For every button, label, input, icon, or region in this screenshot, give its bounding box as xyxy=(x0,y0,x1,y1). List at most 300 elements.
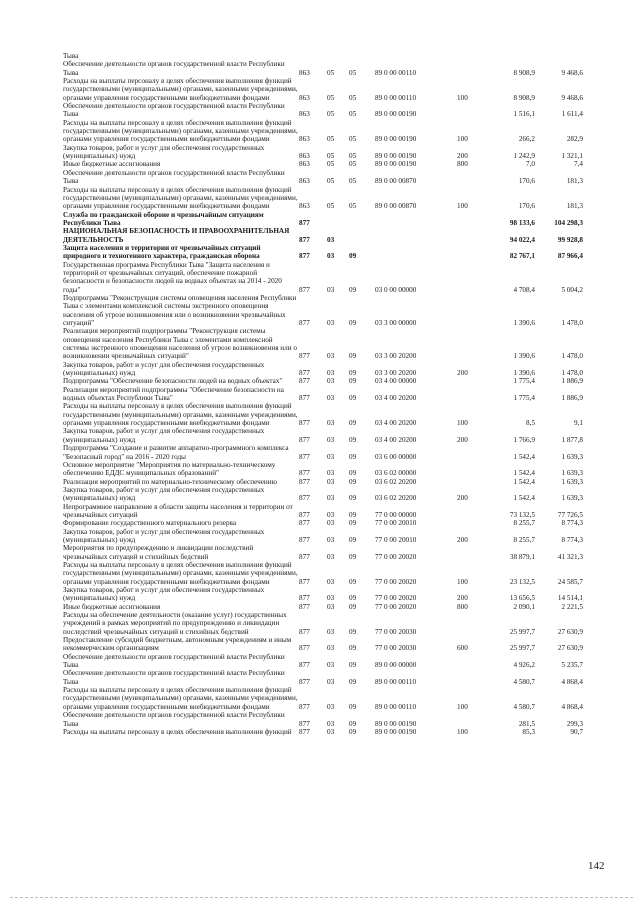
row-amount-year-1: 1 542,4 xyxy=(513,452,535,461)
row-expense-type xyxy=(457,653,483,670)
row-amount-year-2: 299,3 xyxy=(566,719,583,728)
row-name: Расходы на обеспечение деятельности (оказание услуг) государственных учреждений в рамках мероприятий по предупреждению и ликвидации последствий чрезвычайных ситуаций и стихийных бедствий xyxy=(63,611,287,636)
row-section-code: 03 xyxy=(327,477,335,486)
row-amount-year-1: 4 580,7 xyxy=(513,677,535,686)
row-admin-code: 877 xyxy=(299,252,310,261)
row-subsection-code: 09 xyxy=(349,661,357,670)
row-target-article: 89 0 00 00870 xyxy=(375,177,417,186)
row-name: Служба по гражданской обороне и чрезвычайным ситуациям Республики Тыва xyxy=(63,210,264,227)
row-expense-type xyxy=(457,386,483,403)
row-amount-year-2: 1 321,1 xyxy=(561,152,583,161)
table-row xyxy=(63,427,583,444)
row-amount-year-2: 282,9 xyxy=(566,135,583,144)
row-amount-year-1: 25 997,7 xyxy=(509,627,535,636)
row-section-code: 05 xyxy=(327,135,335,144)
row-amount-year-2: 87 966,4 xyxy=(557,252,583,261)
row-expense-type: 200 xyxy=(457,535,468,544)
row-target-article: 89 0 00 00190 xyxy=(375,727,417,736)
row-name: Иные бюджетные ассигнования xyxy=(63,160,161,169)
row-admin-code: 877 xyxy=(299,661,310,670)
row-section-code: 03 xyxy=(327,644,335,653)
row-section-code: 03 xyxy=(327,469,335,478)
table-row xyxy=(63,528,583,545)
row-subsection-code: 05 xyxy=(349,110,357,119)
row-amount-year-1 xyxy=(483,52,535,60)
row-amount-year-1: 4 708,4 xyxy=(513,285,535,294)
row-target-article: 03 6 02 20200 xyxy=(375,477,417,486)
row-target-article xyxy=(375,244,457,261)
row-subsection-code: 09 xyxy=(349,535,357,544)
row-expense-type xyxy=(457,102,483,119)
row-amount-year-2: 1 611,4 xyxy=(561,110,583,119)
row-target-article: 03 6 02 20200 xyxy=(375,494,417,503)
row-target-article: 89 0 00 00190 xyxy=(375,152,417,161)
row-subsection-code: 09 xyxy=(349,627,357,636)
row-name: Основное мероприятие "Мероприятия по материально-техническому обеспечению ЕДДС муниципальных образований" xyxy=(63,460,276,478)
row-amount-year-1: 13 656,5 xyxy=(509,594,535,603)
row-amount-year-2: 1 639,3 xyxy=(561,494,583,503)
row-amount-year-2: 1 639,3 xyxy=(561,452,583,461)
table-row xyxy=(63,686,583,711)
row-section-code: 03 xyxy=(327,661,335,670)
row-expense-type: 800 xyxy=(457,602,468,611)
row-target-article: 77 0 00 20010 xyxy=(375,535,417,544)
row-section-code: 05 xyxy=(327,110,335,119)
row-target-article: 77 0 00 00000 xyxy=(375,510,417,519)
row-subsection-code: 09 xyxy=(349,519,357,528)
row-subsection-code: 09 xyxy=(349,702,357,711)
table-row xyxy=(63,544,583,561)
row-amount-year-2: 8 774,3 xyxy=(561,519,583,528)
row-amount-year-1: 8,5 xyxy=(526,419,535,428)
row-expense-type: 200 xyxy=(457,594,468,603)
table-row xyxy=(63,561,583,586)
row-amount-year-2: 1 639,3 xyxy=(561,469,583,478)
row-admin-code: 877 xyxy=(299,644,310,653)
table-row xyxy=(63,52,583,60)
row-expense-type: 600 xyxy=(457,644,468,653)
row-target-article: 89 0 00 00110 xyxy=(375,702,417,711)
row-expense-type: 200 xyxy=(457,369,468,378)
table-row xyxy=(63,261,583,294)
row-target-article: 77 0 00 20010 xyxy=(375,519,417,528)
row-subsection-code: 05 xyxy=(349,202,357,211)
row-admin-code: 877 xyxy=(299,602,310,611)
row-target-article: 03 4 00 20200 xyxy=(375,435,417,444)
row-subsection-code: 05 xyxy=(349,135,357,144)
row-amount-year-2: 9,1 xyxy=(574,419,583,428)
row-section-code: 05 xyxy=(327,160,335,169)
row-expense-type xyxy=(457,327,483,360)
row-expense-type: 100 xyxy=(457,419,468,428)
table-row xyxy=(63,244,583,261)
row-admin-code: 877 xyxy=(299,702,310,711)
row-amount-year-1: 2 090,1 xyxy=(513,602,535,611)
row-name: Реализация мероприятий подпрограммы "Реконструкция системы оповещения населения Республики Тыва с элементами комплексной системы экстренного оповещения населения об угрозе возникновения или о возникновении чрезвычайных ситуаций" xyxy=(63,327,297,361)
row-subsection-code: 09 xyxy=(349,285,357,294)
row-subsection-code xyxy=(349,227,375,244)
row-target-article: 77 0 00 20030 xyxy=(375,644,417,653)
row-section-code xyxy=(327,211,349,228)
row-admin-code: 877 xyxy=(299,419,310,428)
row-amount-year-2: 1 478,0 xyxy=(561,319,583,327)
row-section-code: 03 xyxy=(327,702,335,711)
table-row xyxy=(63,186,583,211)
row-subsection-code: 05 xyxy=(349,160,357,169)
row-admin-code: 877 xyxy=(299,435,310,444)
row-amount-year-1: 1 390,6 xyxy=(513,319,535,327)
table-row xyxy=(63,386,583,403)
row-section-code: 03 xyxy=(327,602,335,611)
row-admin-code: 877 xyxy=(299,719,310,728)
row-target-article: 03 6 02 00000 xyxy=(375,469,417,478)
row-expense-type xyxy=(457,211,483,228)
table-row xyxy=(63,636,583,653)
table-row xyxy=(63,586,583,603)
row-subsection-code: 05 xyxy=(349,93,357,102)
row-amount-year-2: 104 298,3 xyxy=(554,218,583,227)
row-admin-code: 877 xyxy=(299,594,310,603)
row-amount-year-1: 38 879,1 xyxy=(509,552,535,561)
row-expense-type xyxy=(457,478,483,486)
row-name: Государственная программа Республики Тыва "Защита населения и территорий от чрезвычайных ситуаций, обеспечение пожарной безопасности и безопасности людей на водных объектах на 2014 - 2020 годы" xyxy=(63,260,282,294)
row-section-code: 05 xyxy=(327,202,335,211)
row-section-code: 03 xyxy=(327,594,335,603)
row-name: Обеспечение деятельности органов государственной власти Республики Тыва xyxy=(63,60,285,77)
row-amount-year-2: 8 774,3 xyxy=(561,535,583,544)
row-admin-code: 863 xyxy=(299,110,310,119)
row-amount-year-2: 7,4 xyxy=(574,160,583,169)
row-expense-type xyxy=(457,519,483,527)
row-subsection-code: 09 xyxy=(349,602,357,611)
table-row xyxy=(63,728,583,736)
row-admin-code: 877 xyxy=(299,319,310,327)
row-target-article: 77 0 00 20020 xyxy=(375,594,417,603)
row-expense-type xyxy=(457,611,483,636)
table-row xyxy=(63,327,583,360)
row-amount-year-1: 98 133,6 xyxy=(509,218,535,227)
row-target-article: 03 4 00 20200 xyxy=(375,394,417,403)
row-amount-year-2: 181,3 xyxy=(566,177,583,186)
row-amount-year-2 xyxy=(535,52,583,60)
row-admin-code: 877 xyxy=(299,218,310,227)
table-row xyxy=(63,486,583,503)
row-amount-year-1: 170,6 xyxy=(518,177,535,186)
row-amount-year-1: 7,0 xyxy=(526,160,535,169)
row-target-article: 89 0 00 00190 xyxy=(375,160,417,169)
row-admin-code: 863 xyxy=(299,93,310,102)
row-admin-code: 877 xyxy=(299,469,310,478)
row-subsection-code: 09 xyxy=(349,377,357,386)
row-section-code: 03 xyxy=(327,727,335,736)
row-name: Реализация мероприятий по материально-техническому обеспечению xyxy=(63,477,277,486)
row-name: Предоставление субсидий бюджетным, автономным учреждениям и иным некоммерческим организациям xyxy=(63,636,292,653)
row-name: Закупка товаров, работ и услуг для обеспечения государственных (муниципальных) нужд xyxy=(63,360,265,378)
row-admin-code: 877 xyxy=(299,452,310,461)
row-amount-year-2: 1 478,0 xyxy=(561,352,583,361)
row-expense-type xyxy=(457,669,483,686)
table-row xyxy=(63,119,583,144)
row-expense-type xyxy=(457,227,483,244)
row-admin-code: 863 xyxy=(299,152,310,161)
row-expense-type xyxy=(457,461,483,478)
row-admin-code: 877 xyxy=(299,627,310,636)
row-target-article: 03 4 00 20200 xyxy=(375,419,417,428)
row-section-code: 03 xyxy=(327,319,335,327)
row-name: Обеспечение деятельности органов государственной власти Республики Тыва xyxy=(63,669,285,686)
row-target-article: 89 0 00 00110 xyxy=(375,677,417,686)
row-target-article: 03 3 00 20200 xyxy=(375,369,417,378)
row-amount-year-1: 82 767,1 xyxy=(509,252,535,261)
row-amount-year-2: 41 321,3 xyxy=(557,552,583,561)
row-amount-year-1: 1 542,4 xyxy=(513,477,535,486)
row-target-article: 77 0 00 20020 xyxy=(375,552,417,561)
row-amount-year-1: 1 516,1 xyxy=(513,110,535,119)
row-target-article: 89 0 00 00190 xyxy=(375,719,417,728)
row-target-article: 89 0 00 00190 xyxy=(375,110,417,119)
row-amount-year-1: 8 908,9 xyxy=(513,68,535,77)
row-target-article: 77 0 00 20030 xyxy=(375,627,417,636)
row-amount-year-1: 266,2 xyxy=(518,135,535,144)
row-expense-type xyxy=(457,503,483,520)
row-amount-year-1: 4 926,2 xyxy=(513,661,535,670)
row-admin-code: 877 xyxy=(299,285,310,294)
row-expense-type: 100 xyxy=(457,577,468,586)
row-section-code: 03 xyxy=(327,552,335,561)
row-expense-type: 100 xyxy=(457,135,468,144)
row-amount-year-1: 1 242,9 xyxy=(513,152,535,161)
row-amount-year-2: 4 868,4 xyxy=(561,677,583,686)
row-target-article: 89 0 00 00110 xyxy=(375,93,417,102)
row-admin-code: 877 xyxy=(299,519,310,528)
row-expense-type: 100 xyxy=(457,202,468,211)
row-subsection-code: 09 xyxy=(349,369,357,378)
row-target-article xyxy=(375,227,457,244)
row-name: Формирование государственного материального резерва xyxy=(63,519,237,528)
row-subsection-code: 09 xyxy=(349,352,357,361)
row-admin-code: 877 xyxy=(299,535,310,544)
row-name: Обеспечение деятельности органов государственной власти Республики Тыва xyxy=(63,102,285,119)
row-subsection-code: 09 xyxy=(349,594,357,603)
row-expense-type: 100 xyxy=(457,702,468,711)
row-target-article: 89 0 00 00870 xyxy=(375,202,417,211)
row-expense-type: 200 xyxy=(457,435,468,444)
table-row xyxy=(63,611,583,636)
row-subsection-code: 09 xyxy=(349,319,357,327)
table-row xyxy=(63,169,583,186)
table-row xyxy=(63,294,583,327)
row-amount-year-1: 1 390,6 xyxy=(513,369,535,378)
row-amount-year-1: 281,5 xyxy=(518,719,535,728)
row-name: Тыва xyxy=(63,52,79,60)
row-subsection-code: 09 xyxy=(349,644,357,653)
row-amount-year-1: 85,3 xyxy=(522,727,535,736)
row-subsection-code: 09 xyxy=(349,727,357,736)
row-section-code: 03 xyxy=(327,394,335,403)
row-admin-code: 863 xyxy=(299,202,310,211)
row-target-article: 03 4 00 00000 xyxy=(375,377,417,386)
row-expense-type xyxy=(457,711,483,728)
row-amount-year-1: 4 580,7 xyxy=(513,702,535,711)
row-subsection-code: 05 xyxy=(349,177,357,186)
table-row xyxy=(63,503,583,520)
row-expense-type xyxy=(457,244,483,261)
row-target-article: 89 0 00 00190 xyxy=(375,135,417,144)
row-expense-type xyxy=(457,52,483,60)
bottom-rule xyxy=(10,897,633,898)
row-admin-code: 877 xyxy=(299,352,310,361)
table-row xyxy=(63,361,583,378)
row-name: Мероприятия по предупреждению и ликвидации последствий чрезвычайных ситуаций и стихийных бедствий xyxy=(63,544,254,561)
row-expense-type: 800 xyxy=(457,160,468,169)
row-name: Расходы на выплаты персоналу в целях обеспечения выполнения функций xyxy=(63,727,292,736)
budget-table xyxy=(63,52,583,736)
row-section-code: 05 xyxy=(327,93,335,102)
row-section-code: 05 xyxy=(327,177,335,186)
row-name: Расходы на выплаты персоналу в целях обеспечения выполнения функций государственными (муниципальными) органами, казенными учреждениями, органами управления государственными внебюджетными фондами xyxy=(63,402,298,428)
row-admin-code: 863 xyxy=(299,160,310,169)
row-amount-year-1: 73 132,5 xyxy=(509,510,535,519)
row-amount-year-2: 27 630,9 xyxy=(557,644,583,653)
row-target-article: 77 0 00 20020 xyxy=(375,577,417,586)
row-admin-code: 877 xyxy=(299,510,310,519)
row-section-code xyxy=(327,52,349,60)
row-expense-type xyxy=(457,261,483,294)
row-section-code: 03 xyxy=(327,352,335,361)
row-section-code: 03 xyxy=(327,535,335,544)
table-row xyxy=(63,402,583,427)
row-target-article: 03 3 00 20200 xyxy=(375,352,417,361)
row-target-article: 03 3 00 00000 xyxy=(375,319,417,327)
row-target-article xyxy=(375,211,457,228)
row-section-code: 05 xyxy=(327,68,335,77)
row-amount-year-1: 1 775,4 xyxy=(513,377,535,386)
row-name: Обеспечение деятельности органов государственной власти Республики Тыва xyxy=(63,168,285,186)
row-amount-year-2: 99 928,8 xyxy=(557,235,583,244)
row-name: Закупка товаров, работ и услуг для обеспечения государственных (муниципальных) нужд xyxy=(63,527,265,544)
row-amount-year-2: 90,7 xyxy=(570,727,583,736)
row-amount-year-2: 1 877,8 xyxy=(561,435,583,444)
row-subsection-code xyxy=(349,211,375,228)
row-admin-code: 863 xyxy=(299,68,310,77)
row-section-code: 03 xyxy=(327,452,335,461)
row-amount-year-2: 9 468,6 xyxy=(561,93,583,102)
row-name: Закупка товаров, работ и услуг для обеспечения государственных (муниципальных) нужд xyxy=(63,427,265,444)
row-subsection-code: 09 xyxy=(349,435,357,444)
row-subsection-code: 09 xyxy=(349,494,357,503)
row-expense-type xyxy=(457,377,483,385)
row-name: Защита населения и территории от чрезвычайных ситуаций природного и техногенного характера, гражданская оборона xyxy=(63,243,261,261)
row-subsection-code: 09 xyxy=(349,719,357,728)
row-amount-year-2: 4 868,4 xyxy=(561,702,583,711)
row-name: Закупка товаров, работ и услуг для обеспечения государственных (муниципальных) нужд xyxy=(63,143,265,161)
row-admin-code: 877 xyxy=(299,369,310,378)
row-amount-year-1: 170,6 xyxy=(518,202,535,211)
row-amount-year-2: 14 514,1 xyxy=(557,594,583,603)
row-section-code: 03 xyxy=(327,577,335,586)
row-section-code: 03 xyxy=(327,285,335,294)
row-expense-type xyxy=(457,444,483,461)
row-subsection-code: 09 xyxy=(349,510,357,519)
row-section-code: 03 xyxy=(327,627,335,636)
row-amount-year-1: 1 542,4 xyxy=(513,469,535,478)
row-subsection-code: 09 xyxy=(349,452,357,461)
row-amount-year-2: 1 639,3 xyxy=(561,477,583,486)
row-amount-year-2: 181,3 xyxy=(566,202,583,211)
row-amount-year-1: 1 390,6 xyxy=(513,352,535,361)
row-amount-year-1: 8 255,7 xyxy=(513,535,535,544)
row-amount-year-2: 5 004,2 xyxy=(561,285,583,294)
row-subsection-code: 09 xyxy=(349,677,357,686)
row-section-code: 03 xyxy=(327,510,335,519)
row-subsection-code: 09 xyxy=(349,252,357,261)
table-row xyxy=(63,603,583,611)
row-amount-year-2: 2 221,5 xyxy=(561,602,583,611)
table-row xyxy=(63,444,583,461)
row-target-article: 89 0 00 00000 xyxy=(375,661,417,670)
table-row xyxy=(63,102,583,119)
table-row xyxy=(63,669,583,686)
row-name: Расходы на выплаты персоналу в целях обеспечения выполнения функций государственными (муниципальными) органами, казенными учреждениями, органами управления государственными внебюджетными фондами xyxy=(63,686,298,711)
row-subsection-code: 09 xyxy=(349,469,357,478)
row-target-article xyxy=(375,52,457,60)
budget-table-body xyxy=(63,52,583,736)
table-row xyxy=(63,77,583,102)
row-target-article: 89 0 00 00110 xyxy=(375,68,417,77)
row-amount-year-1: 25 997,7 xyxy=(509,644,535,653)
row-subsection-code: 09 xyxy=(349,419,357,428)
row-section-code: 03 xyxy=(327,235,335,244)
row-amount-year-1: 1 775,4 xyxy=(513,394,535,403)
row-admin-code: 877 xyxy=(299,727,310,736)
row-amount-year-2: 77 726,5 xyxy=(557,510,583,519)
row-admin-code: 877 xyxy=(299,552,310,561)
row-admin-code: 877 xyxy=(299,494,310,503)
row-name: Расходы на выплаты персоналу в целях обеспечения выполнения функций государственными (муниципальными) органами, казенными учреждениями, органами управления государственными внебюджетными фондами xyxy=(63,118,298,144)
row-name: Закупка товаров, работ и услуг для обеспечения государственных (муниципальных) нужд xyxy=(63,485,265,503)
row-expense-type xyxy=(457,294,483,327)
row-name: НАЦИОНАЛЬНАЯ БЕЗОПАСНОСТЬ И ПРАВООХРАНИТЕЛЬНАЯ ДЕЯТЕЛЬНОСТЬ xyxy=(63,227,290,244)
row-section-code: 03 xyxy=(327,677,335,686)
row-subsection-code: 05 xyxy=(349,68,357,77)
row-expense-type: 200 xyxy=(457,152,468,161)
row-target-article: 77 0 00 20020 xyxy=(375,602,417,611)
row-amount-year-2: 27 630,9 xyxy=(557,627,583,636)
row-admin-code: 877 xyxy=(299,477,310,486)
row-amount-year-1: 1 542,4 xyxy=(513,494,535,503)
row-amount-year-1: 1 766,9 xyxy=(513,435,535,444)
row-amount-year-2: 9 468,6 xyxy=(561,68,583,77)
row-name: Подпрограмма "Обеспечение безопасности людей на водных объектах" xyxy=(63,377,283,386)
row-subsection-code: 05 xyxy=(349,152,357,161)
row-section-code: 05 xyxy=(327,152,335,161)
row-name: Обеспечение деятельности органов государственной власти Республики Тыва xyxy=(63,652,285,670)
row-section-code: 03 xyxy=(327,377,335,386)
table-row xyxy=(63,377,583,385)
row-admin-code: 863 xyxy=(299,135,310,144)
row-expense-type: 100 xyxy=(457,727,468,736)
row-amount-year-2: 24 585,7 xyxy=(557,577,583,586)
row-amount-year-1: 8 255,7 xyxy=(513,519,535,528)
table-row xyxy=(63,144,583,161)
row-expense-type: 200 xyxy=(457,494,468,503)
row-amount-year-2: 1 886,9 xyxy=(561,394,583,403)
row-subsection-code: 09 xyxy=(349,552,357,561)
row-amount-year-2: 1 478,0 xyxy=(561,369,583,378)
row-name: Расходы на выплаты персоналу в целях обеспечения выполнения функций государственными (муниципальными) органами, казенными учреждениями, органами управления государственными внебюджетными фондами xyxy=(63,77,298,102)
table-row xyxy=(63,653,583,670)
row-name: Расходы на выплаты персоналу в целях обеспечения выполнения функций государственными (муниципальными) органами, казенными учреждениями, органами управления государственными внебюджетными фондами xyxy=(63,185,298,211)
